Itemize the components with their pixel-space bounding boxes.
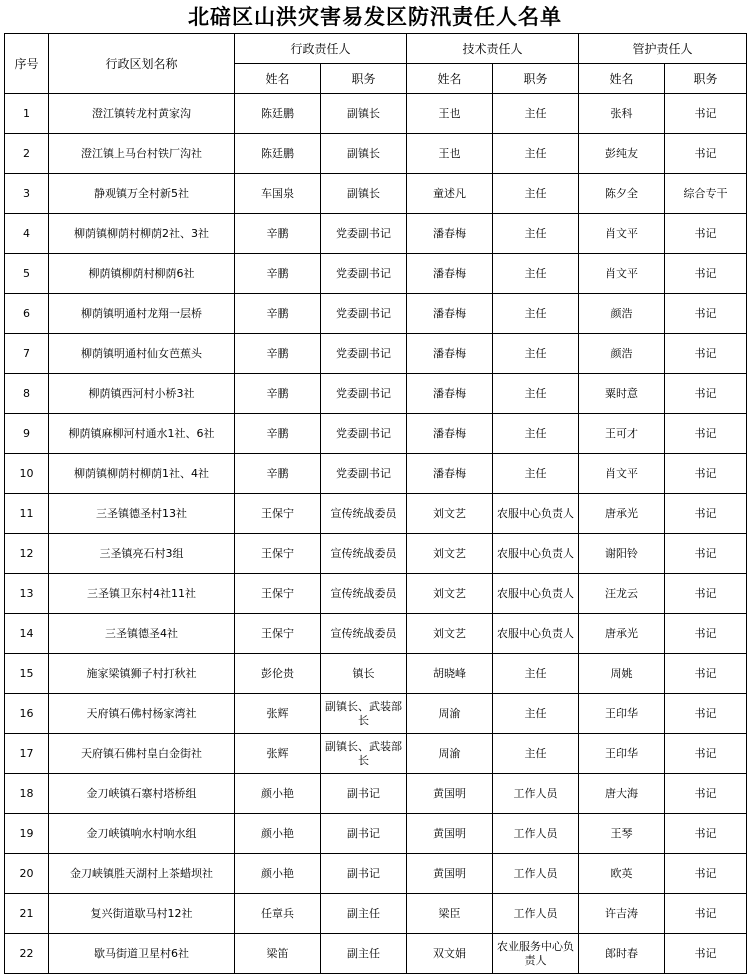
- cell-admin-post: 党委副书记: [321, 334, 407, 374]
- header-care: 管护责任人: [579, 34, 747, 64]
- cell-tech-post: 主任: [493, 134, 579, 174]
- header-tech-name: 姓名: [407, 64, 493, 94]
- cell-seq: 18: [5, 774, 49, 814]
- cell-area: 三圣镇德圣村13社: [49, 494, 235, 534]
- cell-area: 柳荫镇明通村龙翔一层桥: [49, 294, 235, 334]
- cell-admin-name: 张辉: [235, 694, 321, 734]
- cell-area: 柳荫镇麻柳河村通水1社、6社: [49, 414, 235, 454]
- cell-care-name: 唐承光: [579, 614, 665, 654]
- cell-care-post: 书记: [665, 894, 747, 934]
- cell-tech-name: 王也: [407, 94, 493, 134]
- cell-tech-post: 主任: [493, 414, 579, 454]
- cell-area: 澄江镇上马台村铁厂沟社: [49, 134, 235, 174]
- cell-care-post: 书记: [665, 814, 747, 854]
- cell-seq: 20: [5, 854, 49, 894]
- cell-area: 三圣镇卫东村4社11社: [49, 574, 235, 614]
- table-row: [5, 334, 747, 374]
- cell-tech-post: 农服中心负责人: [493, 574, 579, 614]
- cell-seq: 15: [5, 654, 49, 694]
- cell-seq: 14: [5, 614, 49, 654]
- cell-tech-post: 主任: [493, 694, 579, 734]
- cell-admin-post: 党委副书记: [321, 454, 407, 494]
- cell-admin-name: 车国泉: [235, 174, 321, 214]
- table-row: [5, 534, 747, 574]
- table-row: [5, 694, 747, 734]
- table-body: [5, 94, 747, 974]
- cell-care-post: 书记: [665, 934, 747, 974]
- cell-care-post: 书记: [665, 214, 747, 254]
- cell-area: 柳荫镇柳荫村柳荫1社、4社: [49, 454, 235, 494]
- header-row-1: [5, 34, 747, 64]
- cell-seq: 3: [5, 174, 49, 214]
- cell-tech-post: 主任: [493, 734, 579, 774]
- cell-care-post: 书记: [665, 494, 747, 534]
- cell-admin-name: 辛鹏: [235, 414, 321, 454]
- cell-tech-name: 胡晓峰: [407, 654, 493, 694]
- cell-admin-post: 党委副书记: [321, 214, 407, 254]
- cell-admin-name: 辛鹏: [235, 294, 321, 334]
- table-row: [5, 934, 747, 974]
- header-care-name: 姓名: [579, 64, 665, 94]
- cell-tech-post: 主任: [493, 174, 579, 214]
- cell-admin-post: 副镇长: [321, 134, 407, 174]
- cell-tech-name: 刘文艺: [407, 534, 493, 574]
- cell-care-name: 颜浩: [579, 294, 665, 334]
- cell-tech-name: 潘春梅: [407, 414, 493, 454]
- cell-tech-name: 潘春梅: [407, 254, 493, 294]
- cell-tech-name: 童述凡: [407, 174, 493, 214]
- cell-admin-post: 副镇长、武装部长: [321, 694, 407, 734]
- responsible-persons-table: [4, 33, 747, 974]
- cell-care-name: 王可才: [579, 414, 665, 454]
- cell-tech-name: 黄国明: [407, 854, 493, 894]
- header-care-post: 职务: [665, 64, 747, 94]
- cell-care-post: 书记: [665, 694, 747, 734]
- cell-care-name: 许吉涛: [579, 894, 665, 934]
- cell-care-post: 书记: [665, 614, 747, 654]
- cell-admin-post: 副镇长: [321, 94, 407, 134]
- header-admin: 行政责任人: [235, 34, 407, 64]
- cell-seq: 6: [5, 294, 49, 334]
- cell-admin-name: 陈廷鹏: [235, 134, 321, 174]
- cell-care-name: 谢阳铃: [579, 534, 665, 574]
- cell-care-post: 书记: [665, 134, 747, 174]
- cell-care-post: 书记: [665, 454, 747, 494]
- cell-area: 歇马街道卫星村6社: [49, 934, 235, 974]
- cell-care-name: 肖文平: [579, 214, 665, 254]
- cell-tech-name: 梁臣: [407, 894, 493, 934]
- cell-care-post: 书记: [665, 774, 747, 814]
- cell-area: 天府镇石佛村杨家湾社: [49, 694, 235, 734]
- cell-seq: 9: [5, 414, 49, 454]
- cell-care-name: 陈夕全: [579, 174, 665, 214]
- cell-care-name: 唐大海: [579, 774, 665, 814]
- cell-care-name: 肖文平: [579, 254, 665, 294]
- table-row: [5, 574, 747, 614]
- cell-admin-post: 党委副书记: [321, 414, 407, 454]
- cell-tech-post: 主任: [493, 374, 579, 414]
- cell-care-post: 书记: [665, 534, 747, 574]
- cell-area: 施家梁镇狮子村打秋社: [49, 654, 235, 694]
- cell-admin-post: 宣传统战委员: [321, 614, 407, 654]
- table-row: [5, 814, 747, 854]
- table-row: [5, 734, 747, 774]
- cell-seq: 19: [5, 814, 49, 854]
- cell-area: 金刀峡镇胜天湖村上茶蜡坝社: [49, 854, 235, 894]
- cell-care-post: 书记: [665, 734, 747, 774]
- cell-tech-name: 黄国明: [407, 774, 493, 814]
- cell-tech-name: 刘文艺: [407, 574, 493, 614]
- cell-seq: 10: [5, 454, 49, 494]
- table-row: [5, 254, 747, 294]
- cell-admin-post: 宣传统战委员: [321, 534, 407, 574]
- cell-tech-post: 农服中心负责人: [493, 494, 579, 534]
- table-row: [5, 374, 747, 414]
- cell-seq: 11: [5, 494, 49, 534]
- cell-admin-post: 镇长: [321, 654, 407, 694]
- cell-admin-post: 党委副书记: [321, 374, 407, 414]
- cell-area: 澄江镇转龙村黄家沟: [49, 94, 235, 134]
- cell-tech-post: 主任: [493, 654, 579, 694]
- cell-tech-post: 工作人员: [493, 854, 579, 894]
- cell-admin-name: 陈廷鹏: [235, 94, 321, 134]
- header-tech-post: 职务: [493, 64, 579, 94]
- cell-care-name: 彭纯友: [579, 134, 665, 174]
- table-row: [5, 134, 747, 174]
- cell-area: 柳荫镇西河村小桥3社: [49, 374, 235, 414]
- cell-admin-post: 副主任: [321, 934, 407, 974]
- cell-tech-name: 周渝: [407, 694, 493, 734]
- table-row: [5, 214, 747, 254]
- cell-admin-name: 彭伦贵: [235, 654, 321, 694]
- cell-care-name: 王印华: [579, 734, 665, 774]
- header-seq: 序号: [5, 34, 49, 94]
- cell-tech-post: 农服中心负责人: [493, 534, 579, 574]
- cell-seq: 21: [5, 894, 49, 934]
- cell-tech-post: 农业服务中心负责人: [493, 934, 579, 974]
- cell-admin-name: 王保宁: [235, 494, 321, 534]
- cell-care-name: 粟时意: [579, 374, 665, 414]
- cell-care-name: 周姚: [579, 654, 665, 694]
- cell-tech-name: 周渝: [407, 734, 493, 774]
- cell-tech-post: 主任: [493, 294, 579, 334]
- cell-care-name: 颜浩: [579, 334, 665, 374]
- cell-admin-post: 宣传统战委员: [321, 494, 407, 534]
- cell-tech-name: 潘春梅: [407, 454, 493, 494]
- cell-care-post: 书记: [665, 854, 747, 894]
- cell-admin-name: 王保宁: [235, 534, 321, 574]
- cell-admin-post: 副书记: [321, 814, 407, 854]
- cell-area: 柳荫镇柳荫村柳荫2社、3社: [49, 214, 235, 254]
- cell-tech-name: 潘春梅: [407, 294, 493, 334]
- cell-care-name: 欧英: [579, 854, 665, 894]
- cell-tech-post: 工作人员: [493, 814, 579, 854]
- cell-seq: 2: [5, 134, 49, 174]
- cell-admin-post: 副镇长、武装部长: [321, 734, 407, 774]
- header-tech: 技术责任人: [407, 34, 579, 64]
- table-row: [5, 454, 747, 494]
- cell-tech-post: 主任: [493, 254, 579, 294]
- cell-admin-name: 辛鹏: [235, 374, 321, 414]
- cell-care-name: 唐承光: [579, 494, 665, 534]
- cell-care-name: 王琴: [579, 814, 665, 854]
- cell-seq: 5: [5, 254, 49, 294]
- cell-admin-post: 副镇长: [321, 174, 407, 214]
- cell-admin-name: 辛鹏: [235, 454, 321, 494]
- cell-care-post: 综合专干: [665, 174, 747, 214]
- cell-tech-name: 潘春梅: [407, 334, 493, 374]
- cell-care-post: 书记: [665, 414, 747, 454]
- cell-admin-name: 辛鹏: [235, 254, 321, 294]
- cell-tech-name: 黄国明: [407, 814, 493, 854]
- cell-care-post: 书记: [665, 294, 747, 334]
- cell-admin-name: 颜小艳: [235, 854, 321, 894]
- cell-area: 柳荫镇明通村仙女芭蕉头: [49, 334, 235, 374]
- page-title: 北碚区山洪灾害易发区防汛责任人名单: [188, 4, 562, 29]
- cell-seq: 4: [5, 214, 49, 254]
- cell-seq: 1: [5, 94, 49, 134]
- cell-area: 天府镇石佛村皇白金街社: [49, 734, 235, 774]
- cell-admin-name: 张辉: [235, 734, 321, 774]
- table-row: [5, 854, 747, 894]
- cell-care-name: 肖文平: [579, 454, 665, 494]
- cell-admin-post: 副书记: [321, 774, 407, 814]
- table-row: [5, 174, 747, 214]
- cell-area: 静观镇万全村新5社: [49, 174, 235, 214]
- cell-tech-name: 刘文艺: [407, 614, 493, 654]
- table-row: [5, 894, 747, 934]
- cell-area: 三圣镇德圣4社: [49, 614, 235, 654]
- cell-area: 金刀峡镇石寨村塔桥组: [49, 774, 235, 814]
- cell-tech-name: 王也: [407, 134, 493, 174]
- cell-care-post: 书记: [665, 654, 747, 694]
- cell-tech-post: 主任: [493, 454, 579, 494]
- cell-admin-name: 任章兵: [235, 894, 321, 934]
- cell-admin-name: 王保宁: [235, 574, 321, 614]
- cell-tech-post: 农服中心负责人: [493, 614, 579, 654]
- table-row: [5, 94, 747, 134]
- cell-care-post: 书记: [665, 374, 747, 414]
- cell-admin-name: 梁笛: [235, 934, 321, 974]
- cell-seq: 16: [5, 694, 49, 734]
- cell-tech-name: 潘春梅: [407, 214, 493, 254]
- cell-admin-post: 党委副书记: [321, 254, 407, 294]
- cell-admin-post: 党委副书记: [321, 294, 407, 334]
- cell-care-post: 书记: [665, 334, 747, 374]
- table-row: [5, 654, 747, 694]
- cell-admin-name: 颜小艳: [235, 774, 321, 814]
- cell-tech-name: 刘文艺: [407, 494, 493, 534]
- header-admin-post: 职务: [321, 64, 407, 94]
- cell-admin-name: 辛鹏: [235, 334, 321, 374]
- table-row: [5, 774, 747, 814]
- cell-admin-post: 副书记: [321, 854, 407, 894]
- cell-seq: 8: [5, 374, 49, 414]
- cell-tech-post: 工作人员: [493, 894, 579, 934]
- header-admin-name: 姓名: [235, 64, 321, 94]
- cell-care-post: 书记: [665, 94, 747, 134]
- cell-seq: 17: [5, 734, 49, 774]
- cell-admin-post: 副主任: [321, 894, 407, 934]
- cell-seq: 7: [5, 334, 49, 374]
- cell-seq: 13: [5, 574, 49, 614]
- cell-area: 三圣镇亮石村3组: [49, 534, 235, 574]
- table-row: [5, 414, 747, 454]
- cell-area: 柳荫镇柳荫村柳荫6社: [49, 254, 235, 294]
- cell-care-name: 张科: [579, 94, 665, 134]
- cell-area: 复兴街道歇马村12社: [49, 894, 235, 934]
- cell-seq: 12: [5, 534, 49, 574]
- cell-admin-post: 宣传统战委员: [321, 574, 407, 614]
- cell-care-name: 郎时春: [579, 934, 665, 974]
- cell-tech-name: 双文娟: [407, 934, 493, 974]
- cell-tech-name: 潘春梅: [407, 374, 493, 414]
- cell-tech-post: 主任: [493, 334, 579, 374]
- cell-area: 金刀峡镇响水村响水组: [49, 814, 235, 854]
- cell-care-post: 书记: [665, 574, 747, 614]
- cell-care-name: 王印华: [579, 694, 665, 734]
- table-row: [5, 294, 747, 334]
- cell-admin-name: 辛鹏: [235, 214, 321, 254]
- table-row: [5, 494, 747, 534]
- cell-tech-post: 主任: [493, 94, 579, 134]
- header-area: 行政区划名称: [49, 34, 235, 94]
- cell-seq: 22: [5, 934, 49, 974]
- cell-tech-post: 工作人员: [493, 774, 579, 814]
- table-row: [5, 614, 747, 654]
- cell-admin-name: 王保宁: [235, 614, 321, 654]
- cell-care-post: 书记: [665, 254, 747, 294]
- cell-tech-post: 主任: [493, 214, 579, 254]
- cell-care-name: 汪龙云: [579, 574, 665, 614]
- cell-admin-name: 颜小艳: [235, 814, 321, 854]
